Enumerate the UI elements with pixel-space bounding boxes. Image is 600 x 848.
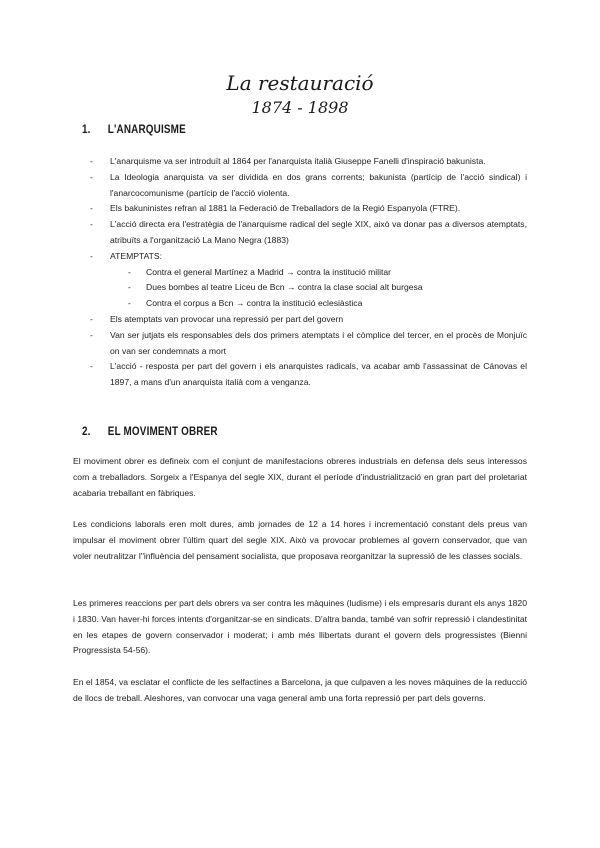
list-item [90,312,527,328]
bullet-dash: - [128,298,131,309]
section-heading-moviment-obrer [82,426,218,438]
paragraph: El moviment obrer es defineix com el conjunt de manifestacions obreres industrials en defensa dels seus interessos com a treballadors. Sorgeix a l'Espanya del segle XIX, durant el període d'industrialització en gran part del proletariat acabaria treballant en fàbriques. [73,456,527,498]
section-title: L'ANARQUISME [107,124,186,136]
list-item [90,217,527,249]
bullet-dash: - [90,219,93,230]
bullet-dash: - [90,313,93,324]
list-item-text: Els bakuninistes refran al 1881 la Federació de Treballadors de la Regió Espanyola (FTRE). [110,203,461,214]
bullet-dash: - [128,282,131,293]
section-number: 1. [82,124,91,136]
sub-list-item [90,265,527,281]
document-subtitle: 1874 - 1898 [251,98,349,117]
bullet-dash: - [90,250,93,261]
list-item [90,359,527,391]
list-item [90,154,527,170]
list-item-text: La Ideologia anarquista va ser dividida en dos grans corrents; bakunista (partícip de l'acció sindical) i l'anarcocomunisme (partícip de l'acció violenta. [110,171,527,198]
document-title: La restauració [226,71,374,95]
section-number: 2. [82,426,91,438]
bullet-dash: - [90,361,93,372]
anarquisme-list [90,154,527,391]
list-item-text: Els atemptats van provocar una repressió per part del govern [110,313,344,324]
bullet-dash: - [90,156,93,166]
list-item-text: L'acció directa era l'estratègia de l'anarquisme radical del segle XIX, això va donar pas a diversos atemptats, atribuïts a l'organització La Mano Negra (1883) [110,219,527,245]
paragraph: Les primeres reaccions per part dels obrers va ser contra les màquines (ludisme) i els empresaris durant els anys 1820 i 1830. Van haver-hi forces intents d'organitzar-se en sindicats. D'altra banda, també van sofrir repressió i clandestinitat en les etapes de govern conservador i moderat; i amb més llibertats durant el govern dels progressistes (Bienni Progressista 54-56). [73,598,527,656]
bullet-dash: - [90,171,93,182]
sub-list-item [90,280,527,296]
list-item [90,170,527,202]
list-item-text: ATEMPTATS: [110,250,163,261]
list-item-text: L'acció - resposta per part del govern i els anarquistes radicals, va acabar amb l'assassinat de Cánovas el 1897, a mans d'un anarquista italià com a venganza. [110,361,527,388]
sub-list-item-text: Dues bombes al teatre Liceu de Bcn → contra la clase social alt burgesa [146,282,423,293]
section-title: EL MOVIMENT OBRER [107,426,218,438]
bullet-dash: - [90,329,93,340]
sub-list-item [90,296,527,312]
sub-list-item-text: Contra el corpus a Bcn → contra la institució eclesiàstica [146,298,363,309]
section-heading-anarquisme [82,124,186,136]
paragraph: En el 1854, va esclatar el conflicte de les selfactines a Barcelona, ja que culpaven a les noves màquines de la reducció de llocs de treball. Aleshores, van convocar una vaga general amb una forta repressió per part dels governs. [73,677,527,703]
list-item-text: Van ser jutjats els responsables dels dos primers atemptats i el còmplice del tercer, en el procès de Monjuïc on van ser condemnats a mort [110,329,527,356]
list-item [90,201,527,217]
paragraph: Les condicions laborals eren molt dures, amb jornades de 12 a 14 hores i incrementació constant dels preus van impulsar el moviment obrer l'últim quart del segle XIX. Això va provocar problemes al govern conservador, que van voler neutralitzar l"influència del pensament socialista, que proposava reorganitzar la supressió de les classes socials. [73,519,527,561]
bullet-dash: - [90,203,93,214]
list-item [90,249,527,265]
bullet-dash: - [128,266,131,277]
sub-list-item-text: Contra el general Martínez a Madrid → contra la institució militar [146,266,392,277]
list-item-text: L'anarquisme va ser introduït al 1864 per l'anarquista italià Giuseppe Fanelli d'inspiració bakunista. [110,156,486,166]
list-item [90,328,527,360]
